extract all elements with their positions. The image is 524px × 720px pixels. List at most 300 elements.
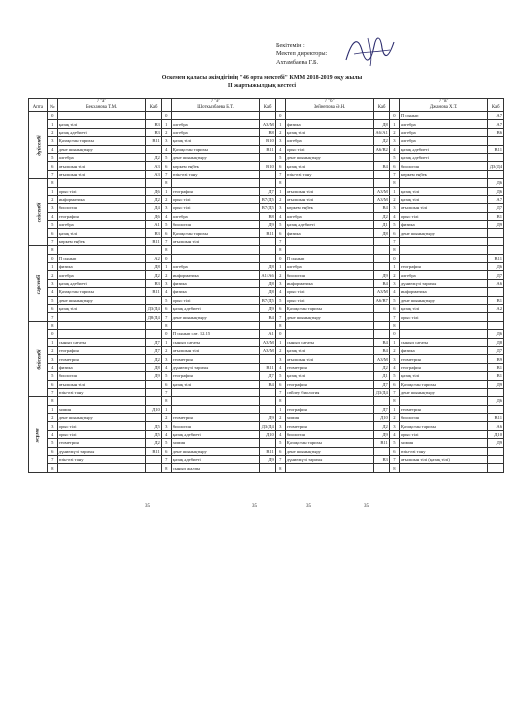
room-cell: В3: [146, 279, 162, 287]
schedule-row: [29, 145, 504, 153]
room-cell: [488, 237, 504, 245]
lesson-number: 5: [47, 372, 57, 380]
subject-cell: П сынып: [57, 254, 146, 262]
lesson-number: 3: [389, 422, 399, 430]
room-cell: [260, 112, 276, 120]
room-cell: В4: [374, 279, 390, 287]
subject-cell: физика: [285, 120, 374, 128]
room-cell: А2: [488, 304, 504, 312]
subject-cell: биология: [57, 204, 146, 212]
subject-cell: [285, 237, 374, 245]
subject-cell: орыс тілі: [57, 187, 146, 195]
subject-cell: қазақ тілі: [57, 120, 146, 128]
class-name: 7 "ә": [210, 99, 221, 104]
subject-cell: Қазақстан тарихы: [57, 288, 146, 296]
schedule-row: [29, 397, 504, 405]
schedule-row: [29, 363, 504, 371]
lesson-number: 4: [161, 363, 171, 371]
lesson-number: 3: [47, 137, 57, 145]
subject-cell: дүниежүзі тарихы: [171, 363, 260, 371]
schedule-row: [29, 346, 504, 354]
subject-cell: [285, 246, 374, 254]
subject-cell: [399, 246, 488, 254]
room-cell: [374, 321, 390, 329]
subject-cell: ағылшын тілі: [285, 195, 374, 203]
lesson-number: 1: [389, 263, 399, 271]
room-cell: [260, 321, 276, 329]
schedule-row: [29, 212, 504, 220]
subject-cell: алгебра: [399, 271, 488, 279]
lesson-number: 5: [161, 153, 171, 161]
lesson-number: 8: [389, 397, 399, 405]
lesson-number: 5: [389, 221, 399, 229]
room-cell: Д7: [488, 204, 504, 212]
schedule-row: [29, 464, 504, 472]
room-cell: Д8: [374, 120, 390, 128]
room-cell: Д2: [146, 271, 162, 279]
room-cell: [146, 296, 162, 304]
room-cell: В1: [488, 212, 504, 220]
room-cell: Д8: [260, 279, 276, 287]
lesson-number: 8: [389, 321, 399, 329]
class-name: 7 "а": [96, 99, 107, 104]
room-cell: [260, 246, 276, 254]
lesson-number: 6: [275, 229, 285, 237]
room-cell: В11: [260, 229, 276, 237]
room-cell: Д5: [146, 422, 162, 430]
day-label: [29, 321, 48, 397]
lesson-number: 1: [161, 405, 171, 413]
lesson-number: 8: [161, 179, 171, 187]
subject-cell: [171, 179, 260, 187]
schedule-row: [29, 162, 504, 170]
schedule-row: [29, 137, 504, 145]
schedule-row: [29, 447, 504, 455]
lesson-number: 6: [389, 304, 399, 312]
room-cell: А7: [488, 195, 504, 203]
lesson-number: 3: [161, 279, 171, 287]
room-cell: Д3/Д4: [375, 390, 388, 396]
header-num: [275, 99, 285, 112]
day-label: [29, 112, 48, 179]
room-cell: В6: [488, 128, 504, 136]
room-cell: В11: [374, 439, 390, 447]
subject-cell: биология: [399, 162, 488, 170]
room-cell: Д2: [146, 439, 162, 447]
room-cell: [374, 246, 390, 254]
schedule-row: [29, 422, 504, 430]
lesson-number: 3: [275, 422, 285, 430]
subject-cell: [171, 112, 260, 120]
lesson-number: 8: [161, 397, 171, 405]
room-cell: [488, 464, 504, 472]
subject-cell: [57, 179, 146, 187]
subject-cell: [171, 388, 260, 396]
room-cell: Д9: [260, 414, 276, 422]
lesson-number: 7: [161, 456, 171, 464]
room-cell: В3: [146, 128, 162, 136]
schedule-row: [29, 388, 504, 396]
room-cell: [488, 405, 504, 413]
subject-cell: дене шынықтыру: [57, 145, 146, 153]
room-cell: А1: [146, 221, 162, 229]
room-cell: А3/М: [374, 187, 390, 195]
room-cell: В8: [260, 212, 276, 220]
room-cell: А3/М: [260, 120, 276, 128]
subject-cell: физика: [57, 363, 146, 371]
lesson-number: 1: [389, 338, 399, 346]
room-cell: [146, 179, 162, 187]
header-row: [29, 99, 504, 112]
subject-cell: [171, 254, 260, 262]
room-cell: Д10: [146, 405, 162, 413]
subject-cell: [285, 112, 374, 120]
room-cell: Д9: [260, 456, 276, 464]
subject-cell: қазақ тілі: [57, 304, 146, 312]
lesson-number: 7: [161, 313, 171, 321]
room-cell: [260, 237, 276, 245]
subject-cell: информатика: [171, 271, 260, 279]
class-name: 7 "в": [438, 99, 449, 104]
room-cell: В7/Д5: [261, 205, 274, 211]
lesson-number: 2: [161, 414, 171, 422]
subject-cell: дүниежүзі тарихы: [399, 279, 488, 287]
room-cell: В4: [374, 204, 390, 212]
room-cell: Д8: [146, 363, 162, 371]
subject-cell: қазақ әдебиеті: [171, 430, 260, 438]
subject-cell: алгебра: [171, 120, 260, 128]
signature-image: [340, 30, 400, 70]
subject-cell: көркем еңбек: [171, 162, 260, 170]
lesson-number: 5: [47, 296, 57, 304]
subject-cell: орыс тілі: [57, 430, 146, 438]
lesson-number: 1: [47, 263, 57, 271]
room-cell: Д2: [146, 153, 162, 161]
lesson-number: 1: [161, 338, 171, 346]
lesson-number: 4: [161, 145, 171, 153]
subject-cell: өзін-өзі тану: [57, 456, 146, 464]
room-cell: В11: [488, 254, 504, 262]
subject-cell: орыс тілі: [171, 195, 260, 203]
subject-cell: дене шынықтыру: [171, 153, 260, 161]
subject-cell: дене шынықтыру: [399, 296, 488, 304]
lesson-number: 6: [47, 304, 57, 312]
room-cell: [260, 397, 276, 405]
subject-cell: ағылшын тілі: [171, 237, 260, 245]
subject-cell: қазақ тілі: [171, 137, 260, 145]
room-cell: В4: [260, 380, 276, 388]
subject-cell: қазақ әдебиеті: [399, 145, 488, 153]
total-hours-class-2: 35: [252, 504, 257, 509]
lesson-number: 3: [389, 137, 399, 145]
header-num: [161, 99, 171, 112]
lesson-number: 1: [389, 120, 399, 128]
lesson-number: 0: [389, 330, 399, 338]
lesson-number: 2: [275, 271, 285, 279]
subject-cell: алгебра: [399, 128, 488, 136]
subject-cell: ағылшын тілі: [285, 187, 374, 195]
lesson-number: 8: [275, 397, 285, 405]
lesson-number: 2: [389, 414, 399, 422]
subject-cell: өзін-өзі тану: [57, 388, 146, 396]
subject-cell: ағылшын тілі: [57, 380, 146, 388]
subject-cell: қазақ әдебиеті: [57, 128, 146, 136]
subject-cell: Қазақстан тарихы: [285, 439, 374, 447]
subject-cell: орыс тілі: [399, 430, 488, 438]
lesson-number: 2: [47, 271, 57, 279]
header-day: Апта: [29, 99, 48, 112]
subject-cell: орыс тілі: [171, 296, 260, 304]
lesson-number: 3: [47, 204, 57, 212]
subject-cell: қазақ тілі: [285, 346, 374, 354]
room-cell: Д4: [146, 204, 162, 212]
lesson-number: 5: [389, 153, 399, 161]
subject-cell: [399, 254, 488, 262]
room-cell: [260, 254, 276, 262]
lesson-number: 3: [275, 355, 285, 363]
schedule-row: [29, 296, 504, 304]
lesson-number: 5: [161, 372, 171, 380]
subject-cell: [285, 330, 374, 338]
lesson-number: 4: [389, 212, 399, 220]
lesson-number: 5: [389, 439, 399, 447]
room-cell: А3: [146, 170, 162, 178]
room-cell: [374, 464, 390, 472]
lesson-number: 2: [275, 346, 285, 354]
lesson-number: 2: [389, 195, 399, 203]
subject-cell: алгебра: [285, 263, 374, 271]
room-cell: А6/В7: [375, 297, 388, 303]
lesson-number: 5: [47, 221, 57, 229]
lesson-number: 0: [389, 254, 399, 262]
lesson-number: 8: [389, 246, 399, 254]
room-cell: Д7: [374, 380, 390, 388]
lesson-number: 5: [161, 439, 171, 447]
room-cell: [146, 380, 162, 388]
room-cell: В1: [488, 296, 504, 304]
subject-cell: геометрия: [171, 414, 260, 422]
room-cell: [488, 313, 504, 321]
total-hours-class-4: 35: [364, 504, 369, 509]
lesson-number: 7: [47, 237, 57, 245]
room-cell: Д3/Д4: [261, 423, 274, 429]
subject-cell: көркем еңбек: [57, 237, 146, 245]
room-cell: [374, 112, 390, 120]
lesson-number: 4: [389, 288, 399, 296]
lesson-number: 1: [161, 120, 171, 128]
subject-cell: алгебра: [171, 128, 260, 136]
room-cell: Д10: [260, 430, 276, 438]
room-cell: [374, 263, 390, 271]
subject-cell: қазақ тілі: [285, 372, 374, 380]
subject-cell: химия: [399, 439, 488, 447]
room-cell: А7: [488, 112, 504, 120]
room-cell: Д5: [146, 430, 162, 438]
room-cell: [488, 456, 504, 464]
lesson-number: 7: [389, 388, 399, 396]
room-cell: [146, 330, 162, 338]
schedule-row: [29, 112, 504, 120]
lesson-number: 8: [161, 246, 171, 254]
lesson-number: 5: [389, 372, 399, 380]
subject-cell: физика: [57, 263, 146, 271]
lesson-number: 1: [389, 187, 399, 195]
room-cell: А3/М: [374, 195, 390, 203]
lesson-number: 0: [161, 330, 171, 338]
lesson-number: 2: [161, 195, 171, 203]
schedule-table: [28, 98, 504, 473]
lesson-number: 2: [389, 271, 399, 279]
room-cell: А3/М: [374, 288, 390, 296]
header-class-2: [171, 99, 260, 112]
subject-cell: биология: [399, 414, 488, 422]
lesson-number: 6: [389, 447, 399, 455]
subject-cell: [399, 330, 488, 338]
room-cell: [488, 288, 504, 296]
schedule-row: [29, 128, 504, 136]
subject-cell: дене шынықтыру: [57, 414, 146, 422]
approval-line-1: Бекітемін :: [276, 42, 305, 49]
lesson-number: 2: [275, 414, 285, 422]
subject-cell: орыс тілі: [57, 422, 146, 430]
lesson-number: 0: [275, 254, 285, 262]
room-cell: [374, 254, 390, 262]
schedule-row: [29, 430, 504, 438]
subject-cell: [57, 112, 146, 120]
subject-cell: [57, 464, 146, 472]
lesson-number: 0: [47, 254, 57, 262]
subject-cell: алгебра: [171, 263, 260, 271]
lesson-number: 4: [161, 212, 171, 220]
room-cell: А2: [146, 254, 162, 262]
lesson-number: 1: [161, 263, 171, 271]
lesson-number: 6: [275, 304, 285, 312]
lesson-number: 6: [47, 447, 57, 455]
subject-cell: геометрия: [57, 355, 146, 363]
lesson-number: 8: [275, 246, 285, 254]
subject-cell: химия: [285, 414, 374, 422]
lesson-number: 0: [161, 254, 171, 262]
lesson-number: 7: [161, 388, 171, 396]
subject-cell: биология: [285, 271, 374, 279]
lesson-number: 6: [161, 380, 171, 388]
room-cell: [260, 170, 276, 178]
subject-cell: география: [57, 346, 146, 354]
subject-cell: қазақ әдебиеті: [171, 304, 260, 312]
room-cell: [260, 355, 276, 363]
lesson-number: 6: [275, 162, 285, 170]
subject-cell: ағылшын тілі: [171, 346, 260, 354]
lesson-number: 0: [275, 112, 285, 120]
room-cell: [260, 388, 276, 396]
lesson-number: 3: [275, 279, 285, 287]
subject-cell: ағылшын тілі (қазақ тілі): [399, 456, 488, 464]
lesson-number: 1: [275, 405, 285, 413]
lesson-number: 1: [47, 187, 57, 195]
room-cell: Д9: [374, 271, 390, 279]
schedule-row: [29, 330, 504, 338]
subject-cell: сынып жалпы: [171, 464, 260, 472]
subject-cell: физика: [171, 279, 260, 287]
lesson-number: 5: [275, 296, 285, 304]
subject-cell: [57, 313, 146, 321]
subject-cell: география: [57, 212, 146, 220]
schedule-row: [29, 313, 504, 321]
lesson-number: 3: [275, 137, 285, 145]
subject-cell: [57, 246, 146, 254]
lesson-number: 7: [389, 237, 399, 245]
subject-cell: көркем еңбек: [399, 170, 488, 178]
schedule-row: [29, 237, 504, 245]
lesson-number: 4: [275, 363, 285, 371]
room-cell: В8: [260, 128, 276, 136]
lesson-number: 2: [161, 271, 171, 279]
subject-cell: қазақ әдебиеті: [57, 279, 146, 287]
room-cell: Д9: [260, 304, 276, 312]
room-cell: Д1: [374, 221, 390, 229]
schedule-row: [29, 456, 504, 464]
room-cell: В11: [260, 363, 276, 371]
lesson-number: 5: [161, 221, 171, 229]
subject-cell: сынып сағаты: [171, 338, 260, 346]
class-teacher: Джанова Х.Т.: [429, 105, 458, 110]
room-cell: В11: [146, 237, 162, 245]
room-cell: В7/Д5: [261, 297, 274, 303]
schedule-row: [29, 153, 504, 161]
lesson-number: 2: [47, 414, 57, 422]
lesson-number: 1: [47, 120, 57, 128]
subject-cell: қазақ тілі: [57, 229, 146, 237]
header-room: Каб: [146, 99, 162, 112]
subject-cell: информатика: [285, 279, 374, 287]
subject-cell: орыс тілі: [285, 288, 374, 296]
lesson-number: 0: [47, 330, 57, 338]
subject-cell: алгебра: [399, 137, 488, 145]
lesson-number: 2: [47, 195, 57, 203]
room-cell: Д7: [146, 346, 162, 354]
header-class-3: [285, 99, 374, 112]
subject-cell: алгебра: [57, 271, 146, 279]
subject-cell: [399, 464, 488, 472]
schedule-row: [29, 179, 504, 187]
room-cell: [146, 397, 162, 405]
room-cell: В11: [146, 447, 162, 455]
room-cell: Д8: [260, 263, 276, 271]
class-name: 7 "б": [324, 99, 335, 104]
schedule-row: [29, 414, 504, 422]
lesson-number: 1: [47, 338, 57, 346]
lesson-number: 5: [275, 153, 285, 161]
subject-cell: география: [171, 372, 260, 380]
lesson-number: 8: [389, 464, 399, 472]
header-room: Каб: [488, 99, 504, 112]
room-cell: [146, 464, 162, 472]
subject-cell: алгебра: [171, 212, 260, 220]
lesson-number: 6: [161, 162, 171, 170]
lesson-number: 6: [389, 162, 399, 170]
day-name: сәрсенбі: [36, 274, 43, 294]
subject-cell: сөйлеу биология: [285, 388, 374, 396]
lesson-number: 8: [389, 179, 399, 187]
lesson-number: 7: [389, 313, 399, 321]
room-cell: В7/Д5: [261, 197, 274, 203]
lesson-number: 7: [47, 170, 57, 178]
subject-cell: алгебра: [57, 153, 146, 161]
subject-cell: қазақ тілі: [171, 380, 260, 388]
room-cell: Д9: [488, 439, 504, 447]
lesson-number: 1: [275, 263, 285, 271]
room-cell: В4: [374, 346, 390, 354]
